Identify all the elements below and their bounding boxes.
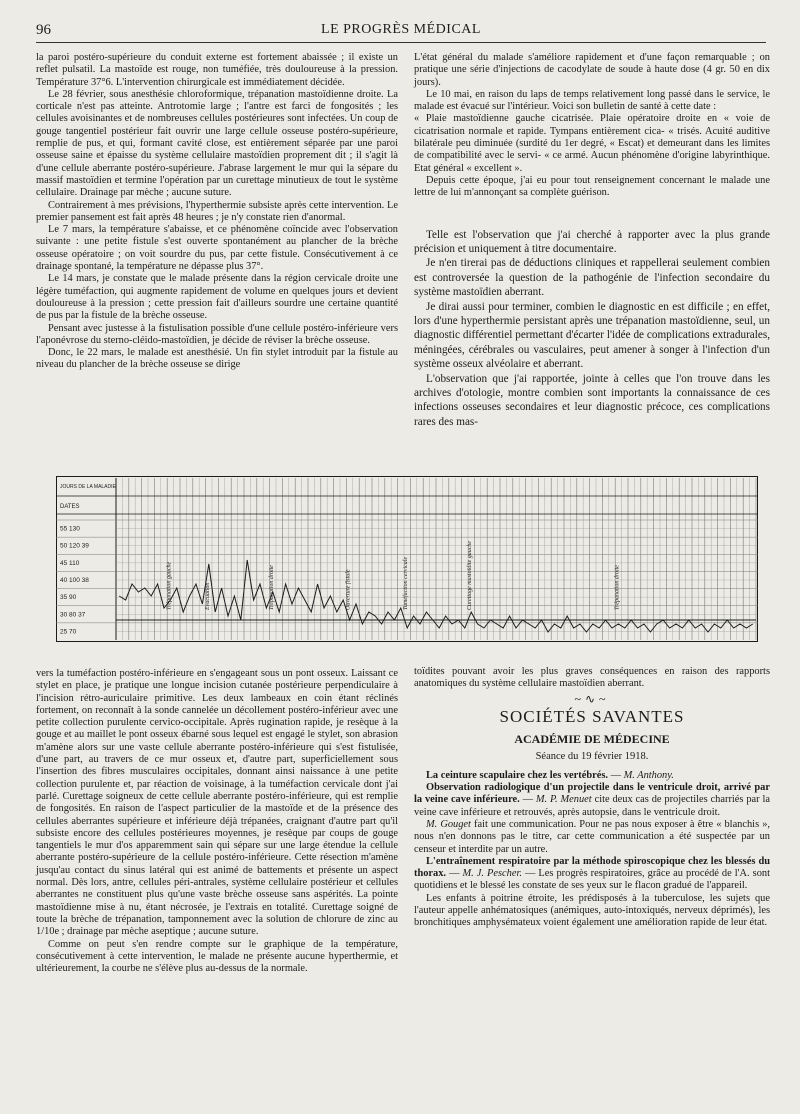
left-column-bottom [36,668,398,975]
y-tick-label: 45 110 [60,559,80,567]
y-tick-label: 55 130 [60,525,80,533]
page-header [36,20,766,43]
paragraph: Le 14 mars, je constate que le malade présente dans la région cervicale droite une légère tuméfaction, qui augmente rapidement de volume en quelques jours et devient douloureuse à la pression ; cette pression fait d'ailleurs sourdre une certaine quantité de pus par la fistule de la brèche osseuse. [36,273,398,322]
y-tick-label: 50 120 39 [60,542,89,550]
paragraph: Contrairement à mes prévisions, l'hyperthermie subsiste après cette intervention. Le premier pansement est fait après 48 heures ; je n'y constate rien d'anormal. [36,199,398,223]
right-column-top [414,52,770,429]
academy-entry [414,770,770,782]
section-title: SOCIÉTÉS SAVANTES [499,706,685,726]
chart-annotation: Curettage mastoïdite gauche [467,540,474,610]
entry-text: cite deux cas de projectiles charriés par la veine cave inférieure et retrouvés, après autopsie, dans le ventricule droit. [414,794,770,818]
chart-annotation: Trépanation gauche [166,561,173,610]
y-tick-label: 25 70 [60,628,77,636]
paragraph: Je n'en tirerai pas de déductions cliniques et rappellerai seulement combien est controversée la question de la pathogénie de l'infection secondaire du système mastoïdien aberrant. [414,257,770,299]
paragraph: vers la tuméfaction postéro-inférieure en s'engageant sous un pont osseux. Laissant ce stylet en place, je pratique une longue incision cutanée postérieure perpendiculaire à l'incision rétro-auriculaire primitive. Les deux lambeaux en coin étant réclinés fortement, on reconnaît à la sonde cannelée un décollement postéro-inférieur avec une petite collection purulente cervico-occipitale. Après rugination rapide, je resèque à la gouge et au maillet le pont osseux ébarné sous lequel est engagé le stylet, son abrasion m'amène alors sur une vaste cellule aberrante postéro-inférieure qui s'est fistulisée, d'une part, au travers de ce mur osseux et, d'autre part, superficiellement sous l'insertion des fibres musculaires occipitales, donnant ainsi naissance à une petite collection purulente et, par réaction de voisinage, à la tuméfaction cervicale dont j'ai parlé. Curettage soigneux de cette cellule aberrante postéro-inférieure, qui est remplie de fongosités. En raison de l'aspect particulier de la mastoïde et de la présence des cellules aberrantes supérieure et inférieure déjà trépanées, craignant d'autre part qu'il subsiste encore des cellules postérieures moyennes, je resèque par coups de gouge tangentiels le mur d'os apparemment sain qui sépare sur une large étendue la cellule aberrante postéro-supérieure de la cellule postéro-inférieure. Cette résection m'amène jusqu'au contact du sinus latéral qui est animé de battements et présente un aspect normal. Dès lors, antre, cellules péri-antrales, système cellulaire postérieur et cellules aberrantes ne constituent plus qu'une vaste brèche osseuse sans aspérités. La pointe mastoïdienne mise à nu, étant nécrosée, je l'extrais en totalité. Curettage soigné de toute la brèche de trépanation, tamponnement avec la solution de chlorure de zinc au 1/10e ; drainage par mèche aseptique ; aucune suture. [36,668,398,938]
entry-author: M. Gouget [426,818,471,830]
page-number: 96 [36,22,51,38]
y-tick-label: 40 100 38 [60,577,89,584]
left-column-top [36,52,398,372]
entry-dash: — [446,868,463,880]
paragraph: Le 28 février, sous anesthésie chloroformique, trépanation mastoïdienne droite. La corticale n'est pas atteinte. Antrotomie large ; l'antre est farci de fongosités ; les cellules avoisinantes et de nombreuses cellules postérieures sont infectées. Un coup de gouge tangentiel postérieur fait ouvrir une large cellule osseuse postéro-supérieure, remplie de pus, et qui, formant cavité close, est entièrement séparée par une paroi osseuse saine et épaisse du système cellulaire mastoïdien proprement dit ; il s'agit là d'une cellule aberrante postéro-supérieure. J'abrase largement le mur qui la sépare du massif mastoïdien et termine l'opération par un curettage minutieux de tout le système cellulaire. Drainage par mèche ; aucune suture. [36,88,398,199]
entry-title: Observation radiologique d'un projectile dans le ventricule droit, arrivé par la veine cave inférieure. [414,782,770,806]
academy-entry [414,782,770,819]
y-tick-label: 35 90 [60,594,77,602]
paragraph: L'observation que j'ai rapportée, jointe à celles que l'on trouve dans les archives d'otologie, montre combien sont importants la connaissance de ces infections osseuses secondaires et leur diagnostic précoce, ces complications rares des mas- [414,372,770,428]
chart-annotation: Trépanation droite [614,565,621,610]
y-tick-label: 30 80 37 [60,611,86,619]
temperature-chart [56,476,758,644]
chart-annotation: Trépanation droite [268,565,275,610]
paragraph: « Plaie mastoïdienne gauche cicatrisée. Plaie opératoire droite en « voie de cicatrisation normale et rapide. Tympans entièrement cica- « trisés. Acuité auditive bilatérale peu diminuée (surdité du 1er degré, « Escat) et demeurant dans les limites de compatibilité avec le servi- « ce armé. Aucun phénomène d'origine labyrinthique. Etat général « excellent ». [414,113,770,174]
chart-annotation: Tuméfaction cervicale [403,556,410,610]
subsection-title: ACADÉMIE DE MÉDECINE [514,732,670,747]
academy-entries [414,770,770,930]
dates-row-label: DATES [60,504,80,510]
right-column-bottom [414,666,770,930]
chart-annotation: Evacuation [204,582,211,610]
paragraph: L'état général du malade s'améliore rapidement et d'une façon remarquable ; on pratique une série d'injections de cacodylate de soude à haute dose (4 gr. 50 en dix jours). [414,52,770,88]
entry-dash: — [607,769,624,781]
temperature-chart-svg [56,476,758,644]
continuation-paragraph: toïdites pouvant avoir les plus graves conséquences en raison des rapports anatomiques du système cellulaire mastoïdien aberrant. [414,666,770,690]
paragraph: Le 10 mai, en raison du laps de temps relativement long passé dans le service, le malade est évacué sur l'intérieur. Voici son bulletin de santé à cette date : [414,88,770,113]
entry-title: L'entraînement respiratoire par la méthode spiroscopique chez les blessés du thorax. [414,855,770,880]
paragraph: Pensant avec justesse à la fistulisation possible d'une cellule postéro-inférieure vers l'aponévrose du sterno-cléido-mastoïdien, je décide de réviser la brèche osseuse. [36,322,398,346]
paragraph: Comme on peut s'en rendre compte sur le graphique de la température, consécutivement à cette intervention, le malade ne présente aucune hyperthermie, et ultérieurement, la courbe ne s'élève plus au-dessus de la normale. [36,938,398,975]
paragraph: la paroi postéro-supérieure du conduit externe est fortement abaissée ; il existe un reflet pulsatil. La mastoïde est rouge, non tuméfiée, très douloureuse à la pression. Température 37°6. L'intervention chirurgicale est immédiatement décidée. [36,52,398,88]
journal-title: LE PROGRÈS MÉDICAL [321,22,481,37]
entry-author: M. J. Pescher. [462,868,522,880]
paragraph: Telle est l'observation que j'ai cherché à rapporter avec la plus grande précision et uniquement à titre documentaire. [414,228,770,255]
chart-annotation: Ouverture fistule [345,569,352,610]
ornament-divider: ~∿~ [574,691,610,706]
days-row-label: JOURS DE LA MALADIE [60,484,116,490]
entry-title: La ceinture scapulaire chez les vertébrés. [426,769,608,781]
paragraph: Je dirai aussi pour terminer, combien le diagnostic en est difficile ; en effet, lors d'une hyperthermie persistant après une trépanation mastoïdienne, seul, un diagnostic différentiel permettant d'écarter l'idée de complications extradurales, méningées, cérébrales ou vasculaires, peut amener à songer à l'infection d'un système osseux alvéolaire et aberrant. [414,300,770,371]
academy-entry [414,856,770,893]
academy-entry [414,819,770,856]
entry-author: M. P. Menuet [535,794,592,806]
entry-text: fait une communication. Pour ne pas nous exposer à être « blanchis », nous n'en donnons pas le titre, car cette communication a été suspectée par un censeur et interdite par un autre. [414,818,770,855]
paragraph: Depuis cette époque, j'ai eu pour tout renseignement concernant le malade une lettre de lui m'annonçant sa complète guérison. [414,174,770,199]
session-date: Séance du 19 février 1918. [535,751,649,763]
paragraph: Donc, le 22 mars, le malade est anesthésié. Un fin stylet introduit par la fistule au niveau du plancher de la brèche osseuse se dirige [36,347,398,371]
entry-dash: — [519,794,536,806]
entry-text: Les enfants à poitrine étroite, les prédisposés à la tuberculose, les sujets que l'auteur appelle anhématosiques (anémiques, auto-intoxiqués, nerveux déprimés), les bronchitiques amphysémateux voient également une amélioration rapide de leur état. [414,892,770,929]
entry-text: — Les progrès respiratoires, grâce au procédé de l'A. sont quotidiens et le blessé les constate de ses yeux sur le flacon gradué de l'appareil. [414,868,770,892]
entry-author: M. Anthony. [623,769,674,781]
paragraph: Le 7 mars, la température s'abaisse, et ce phénomène coïncide avec l'observation suivante : une petite fistule s'est ouverte spontanément au plancher de la brèche osseuse opératoire ; on voit sourdre du pus, par cette fistule. Consécutivement à ce drainage spontané, la température ne dépasse plus 37°. [36,224,398,273]
academy-entry [414,893,770,930]
